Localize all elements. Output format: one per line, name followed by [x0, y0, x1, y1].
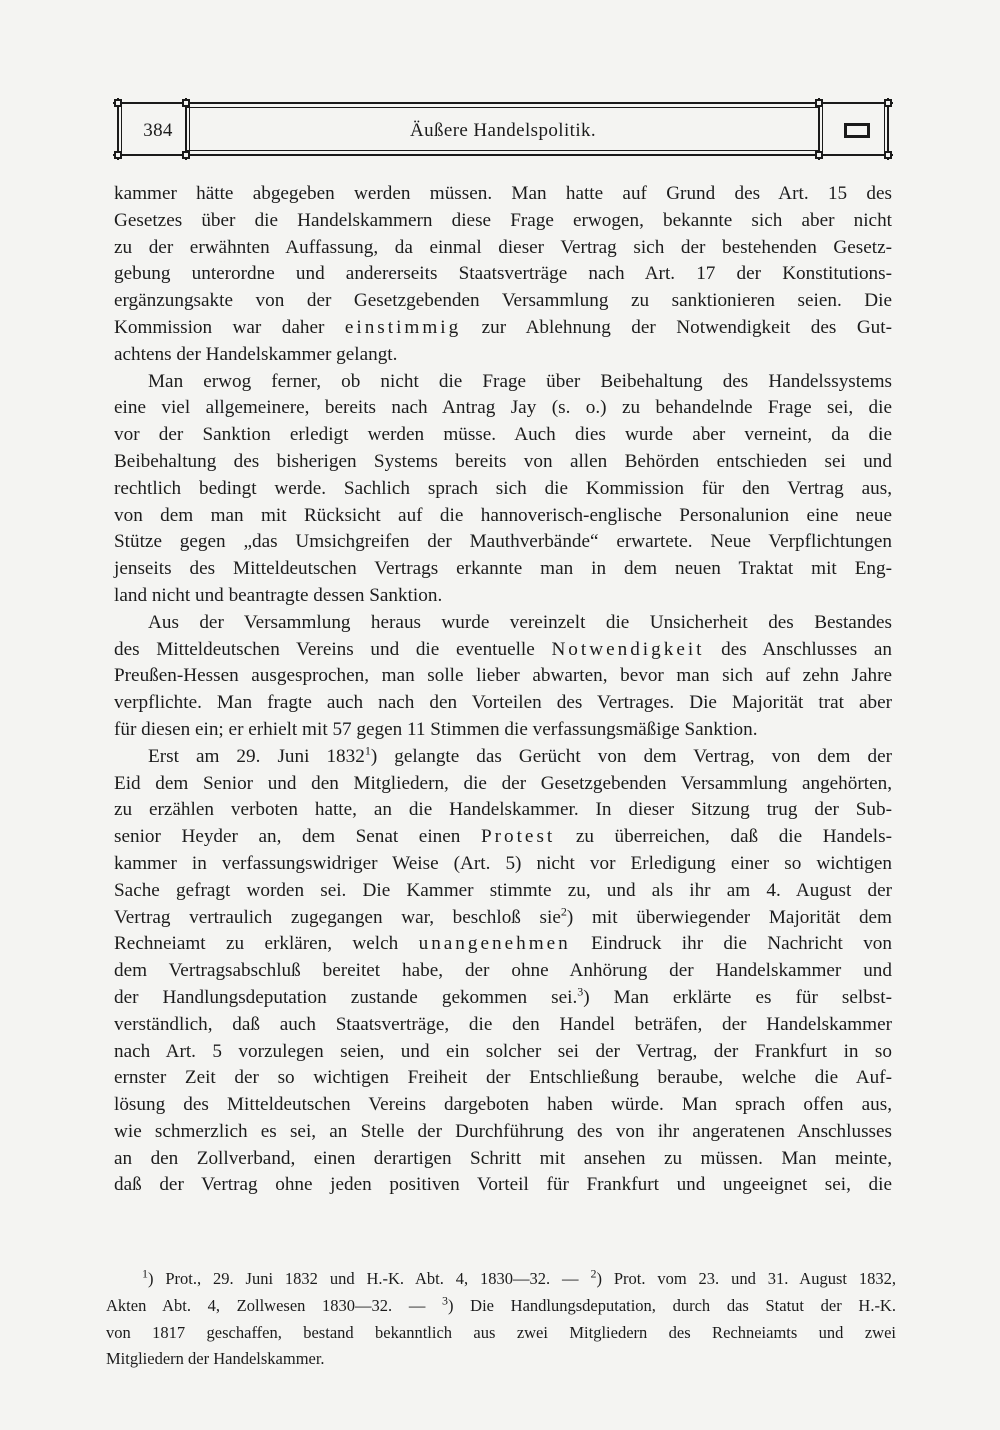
header-left-inner-rule [121, 102, 122, 156]
footnote-line [106, 1323, 896, 1350]
text-run: Rechneiamt zu erklären, welch [114, 933, 419, 955]
text-line [114, 261, 892, 288]
text-line [114, 690, 892, 717]
text-run: Akten Abt. 4, Zollwesen 1830—32. — [106, 1295, 443, 1315]
footnote-marker: 1 [364, 743, 371, 758]
header-corner-ornament [114, 99, 122, 107]
text-line [114, 342, 892, 369]
text-line [114, 449, 892, 476]
footnote-marker: 2 [560, 904, 567, 919]
text-run: Eid dem Senior und den Mitgliedern, die der Gesetzgebenden Versammlung angehörten, [114, 772, 892, 794]
header-right-divider-inner [822, 102, 823, 156]
text-run: gebung unterordne und andererseits Staatsverträge nach Art. 17 der Konstitutions- [114, 263, 892, 285]
text-line [114, 985, 892, 1012]
text-line [114, 958, 892, 985]
text-run: zu der erwähnten Auffassung, da einmal dieser Vertrag sich der bestehenden Gesetz- [114, 236, 892, 258]
text-line [114, 1092, 892, 1119]
footnote-marker: 3 [442, 1293, 449, 1308]
text-run: zu überreichen, daß die Handels- [555, 826, 892, 848]
text-run: wie schmerzlich es sei, an Stelle der Durchführung des von ihr angeratenen Anschlusses [114, 1120, 892, 1142]
text-line [114, 851, 892, 878]
header-corner-ornament [884, 99, 892, 107]
text-run: der Handlungsdeputation zustande gekommen sei. [114, 986, 578, 1008]
text-run: Kommission war daher [114, 316, 345, 338]
text-line [114, 1119, 892, 1146]
text-run: Sache gefragt worden sei. Die Kammer stimmte zu, und als ihr am 4. August der [114, 879, 892, 901]
text-line [114, 1172, 892, 1199]
text-line [114, 797, 892, 824]
text-run: für diesen ein; er erhielt mit 57 gegen 11 Stimmen die verfassungsmäßige Sanktion. [114, 718, 758, 740]
text-run: Gesetzes über die Handelskammern diese Frage erwogen, bekannte sich aber nicht [114, 209, 892, 231]
text-line [114, 369, 892, 396]
header-corner-ornament [182, 151, 190, 159]
box-ornament-icon [844, 123, 870, 138]
text-run: zur Ablehnung der Notwendigkeit des Gut- [461, 316, 892, 338]
text-run: Preußen-Hessen ausgesprochen, man solle lieber abwarten, bevor man sich auf zehn Jahre [114, 665, 892, 687]
header-right-inner-rule [884, 102, 885, 156]
footnote-marker: 2 [590, 1266, 597, 1281]
header-corner-ornament [114, 151, 122, 159]
text-run: ) Prot. vom 23. und 31. August 1832, [596, 1269, 896, 1288]
text-line [114, 1039, 892, 1066]
emphasized-text: Notwendigkeit [551, 638, 705, 660]
text-run: rechtlich bedingt werde. Sachlich sprach sich die Kommission für den Vertrag aus, [114, 477, 892, 499]
text-run: Beibehaltung des bisherigen Systems bereits von allen Behörden entschieden sei und [114, 450, 892, 472]
text-run: Aus der Versammlung heraus wurde vereinzelt die Unsicherheit des Bestandes [148, 611, 892, 633]
text-line [114, 395, 892, 422]
text-run: jenseits des Mitteldeutschen Vertrags erkannte man in dem neuen Traktat mit Eng- [114, 558, 892, 580]
text-run: ) Die Handlungsdeputation, durch das Statut der H.-K. [448, 1295, 896, 1315]
text-line [114, 556, 892, 583]
text-run: achtens der Handelskammer gelangt. [114, 343, 398, 365]
text-line [114, 315, 892, 342]
text-line [114, 771, 892, 798]
text-line [114, 422, 892, 449]
text-line [114, 208, 892, 235]
emphasized-text: unangenehmen [418, 933, 571, 955]
text-line [114, 1012, 892, 1039]
text-run: land nicht und beantragte dessen Sanktion. [114, 584, 443, 606]
text-run: Vertrag vertraulich zugegangen war, beschloß sie [114, 906, 561, 928]
text-run: des Mitteldeutschen Vereins und die eventuelle [114, 638, 552, 660]
text-run: von dem man mit Rücksicht auf die hannoverisch-englische Personalunion eine neue [114, 504, 892, 526]
body-text [114, 181, 892, 1199]
text-line [114, 663, 892, 690]
text-run: nach Art. 5 vorzulegen seien, und ein solcher sei der Vertrag, der Frankfurt in so [114, 1040, 892, 1062]
header-corner-ornament [815, 151, 823, 159]
header-top-rule-inner [185, 107, 819, 108]
text-line [114, 1065, 892, 1092]
text-run: von 1817 geschaffen, bestand bekanntlich aus zwei Mitgliedern des Rechneiamts und zwei [106, 1322, 896, 1342]
text-run: des Anschlusses an [704, 638, 892, 660]
running-header [113, 98, 893, 164]
text-line [114, 476, 892, 503]
text-run: Eindruck ihr die Nachricht von [570, 933, 892, 955]
text-run: ) mit überwiegender Majorität dem [566, 906, 892, 928]
text-run: kammer in verfassungswidriger Weise (Art. 5) nicht vor Erledigung einer so wichtigen [114, 852, 892, 874]
text-line [114, 529, 892, 556]
text-run: ) Man erklärte es für selbst- [583, 986, 892, 1008]
text-run: verpflichte. Man fragte auch nach den Vorteilen des Vertrages. Die Majorität trat aber [114, 692, 892, 714]
text-line [114, 744, 892, 771]
text-run: lösung des Mitteldeutschen Vereins dargeboten haben würde. Man sprach offen aus, [114, 1094, 892, 1116]
text-line [114, 824, 892, 851]
text-run: Man erwog ferner, ob nicht die Frage über Beibehaltung des Handelssystems [148, 370, 892, 392]
footnote-line [106, 1293, 896, 1323]
text-line [114, 610, 892, 637]
text-run: senior Heyder an, dem Senat einen [114, 826, 481, 848]
text-line [114, 1146, 892, 1173]
text-line [114, 637, 892, 664]
footnote-line [106, 1349, 896, 1376]
header-corner-ornament [182, 99, 190, 107]
emphasized-text: einstimmig [344, 316, 462, 338]
text-run: ergänzungsakte von der Gesetzgebenden Versammlung zu sanktionieren seien. Die [114, 290, 892, 312]
footnote-line [106, 1266, 896, 1296]
text-run: ) Prot., 29. Juni 1832 und H.-K. Abt. 4, 1830—32. — [148, 1269, 591, 1288]
text-run: eine viel allgemeinere, bereits nach Antrag Jay (s. o.) zu behandelnde Frage sei, die [114, 397, 892, 419]
header-bottom-rule [113, 154, 893, 156]
header-number-divider-inner [189, 102, 190, 156]
text-line [114, 583, 892, 610]
text-run: dem Vertragsabschluß bereitet habe, der ohne Anhörung der Handelskammer und [114, 960, 892, 982]
text-run: Erst am 29. Juni 1832 [148, 745, 365, 767]
page-number: 384 [143, 120, 173, 141]
text-run: verständlich, daß auch Staatsverträge, die den Handel beträfen, der Handelskammer [114, 1013, 892, 1035]
text-run: kammer hätte abgegeben werden müssen. Man hatte auf Grund des Art. 15 des [114, 183, 892, 204]
text-line [114, 931, 892, 958]
header-corner-ornament [815, 99, 823, 107]
text-run: Mitgliedern der Handelskammer. [106, 1349, 325, 1369]
text-run: an den Zollverband, einen derartigen Schritt mit ansehen zu müssen. Man meinte, [114, 1147, 892, 1169]
text-run: daß der Vertrag ohne jeden positiven Vorteil für Frankfurt und ungeeignet sei, die [114, 1174, 892, 1196]
text-line [114, 181, 892, 208]
text-line [114, 503, 892, 530]
text-run: ) gelangte das Gerücht von dem Vertrag, von dem der [370, 745, 892, 767]
header-top-rule [113, 102, 893, 104]
header-bottom-rule-inner [185, 150, 819, 151]
footnote-marker: 3 [577, 984, 584, 999]
emphasized-text: Protest [480, 826, 556, 848]
text-line [114, 288, 892, 315]
header-corner-ornament [884, 151, 892, 159]
footnote-marker: 1 [142, 1266, 148, 1281]
text-run: Stütze gegen „das Umsichgreifen der Mauthverbände“ erwartete. Neue Verpflichtungen [114, 531, 892, 553]
text-line [114, 717, 892, 744]
text-line [114, 878, 892, 905]
text-line [114, 905, 892, 932]
text-run: zu erzählen verboten hatte, an die Handelskammer. In dieser Sitzung trug der Sub- [114, 799, 892, 821]
text-line [114, 235, 892, 262]
text-run: vor der Sanktion erledigt werden müsse. Auch dies wurde aber verneint, da die [114, 424, 892, 446]
running-title: Äußere Handelspolitik. [409, 120, 597, 141]
text-run: ernster Zeit der so wichtigen Freiheit der Entschließung beraube, welche die Auf- [114, 1067, 892, 1089]
footnotes [106, 1266, 896, 1376]
